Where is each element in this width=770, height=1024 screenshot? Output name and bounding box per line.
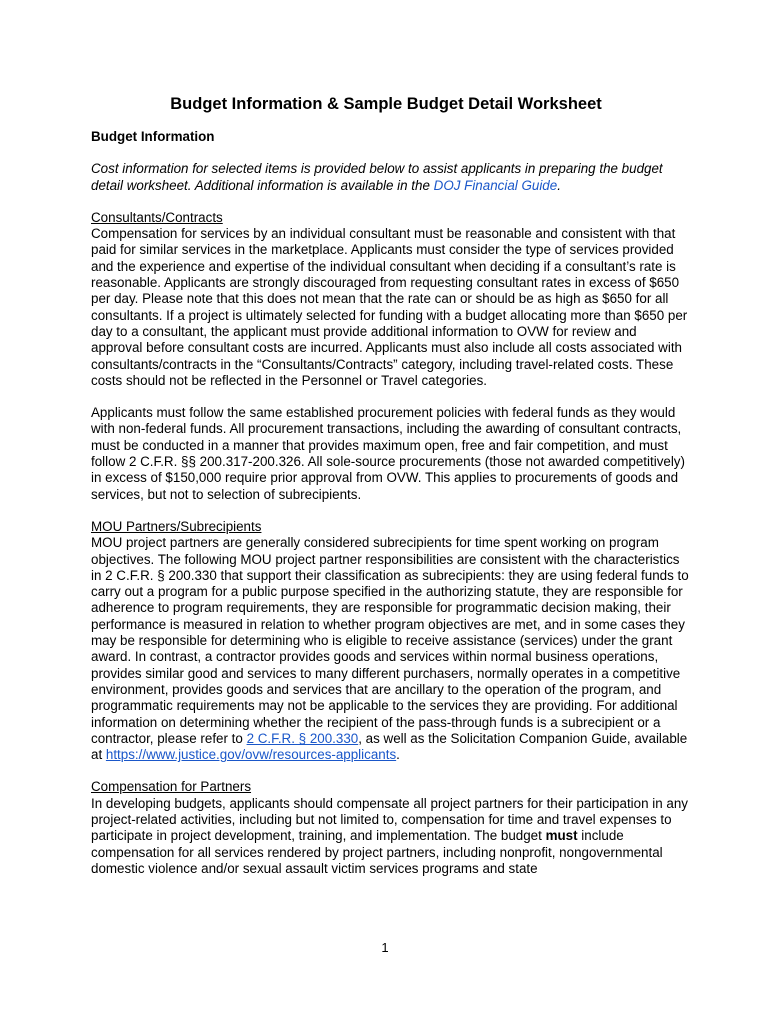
- doj-financial-guide-link[interactable]: DOJ Financial Guide: [433, 177, 558, 193]
- mou-end: .: [396, 747, 400, 763]
- page-title: Budget Information & Sample Budget Detail Worksheet: [170, 95, 602, 113]
- page-content: [91, 94, 691, 893]
- consultants-paragraph-2: Applicants must follow the same established procurement policies with federal funds as they would with non-federal funds. All procurement transactions, including the awarding of consultant contracts, must be conducted in a manner that provides maximum open, free and fair competition, and must follow 2 C.F.R. §§ 200.317-200.326. All sole-source procurements (those not awarded competitively) in excess of $150,000 require prior approval from OVW. This applies to procurements of goods and services, but not to selection of subrecipients.: [91, 405, 685, 502]
- section-heading-compensation-partners: Compensation for Partners: [91, 779, 252, 795]
- mou-text: MOU project partners are generally considered subrecipients for time spent working on program objectives. The following MOU project partner responsibilities are consistent with the characteristics in 2 C.F.R. § 200.330 that support their classification as subrecipients: they are using federal funds to carry out a program for a public purpose specified in the authorizing statute, they are responsible for adherence to program requirements, they are responsible for programmatic decision making, their performance is measured in relation to whether program objectives are met, and in some cases they may be responsible for determining who is eligible to receive assistance (services) under the grant award. In contrast, a contractor provides goods and services within normal business operations, provides similar good and services to many different purchasers, normally operates in a competitive environment, provides goods and services that are ancillary to the operation of the program, and programmatic requirements may not be applicable to the services they are providing. For additional information on determining whether the recipient of the pass-through funds is a subrecipient or a contractor, please refer to: [91, 535, 689, 746]
- cfr-200-330-link[interactable]: 2 C.F.R. § 200.330: [246, 730, 359, 746]
- section-heading-consultants-contracts: Consultants/Contracts: [91, 209, 223, 225]
- section-heading-mou-partners: MOU Partners/Subrecipients: [91, 518, 262, 534]
- compensation-text-before: In developing budgets, applicants should compensate all project partners for their participation in any project-related activities, including but not limited to, compensation for time and travel expenses to participate in project development, training, and implementation. The budget: [91, 795, 688, 844]
- section-heading-budget-information: Budget Information: [91, 129, 215, 144]
- intro-paragraph: [91, 161, 691, 194]
- intro-text: Cost information for selected items is provided below to assist applicants in preparing the budget detail worksheet. Additional information is available in the: [91, 161, 663, 193]
- compensation-paragraph: [91, 796, 691, 877]
- compensation-text-after: include compensation for all services rendered by project partners, including nonprofit, nongovernmental domestic violence and/or sexual assault victim services programs and state: [91, 828, 663, 876]
- page-number: 1: [381, 940, 389, 955]
- consultants-paragraph-1: Compensation for services by an individual consultant must be reasonable and consistent with that paid for similar services in the marketplace. Applicants must consider the type of services provided and the experience and expertise of the individual consultant when deciding if a consultant’s rate is reasonable. Applicants are strongly discouraged from requesting consultant rates in excess of $650 per day. Please note that this does not mean that the rate can or should be as high as $650 for all consultants. If a project is ultimately selected for funding with a budget allocating more than $650 per day to a consultant, the applicant must provide additional information to OVW for review and approval before consultant costs are incurred. Applicants must also include all costs associated with consultants/contracts in the “Consultants/Contracts” category, including travel-related costs. These costs should not be reflected in the Personnel or Travel categories.: [91, 226, 688, 388]
- resources-applicants-link[interactable]: https://www.justice.gov/ovw/resources-applicants: [105, 747, 397, 763]
- compensation-bold-must: must: [545, 828, 578, 844]
- mou-paragraph: [91, 535, 691, 763]
- intro-end: .: [557, 177, 561, 193]
- mou-middle-text: , as well as the Solicitation Companion Guide, available at: [91, 730, 688, 763]
